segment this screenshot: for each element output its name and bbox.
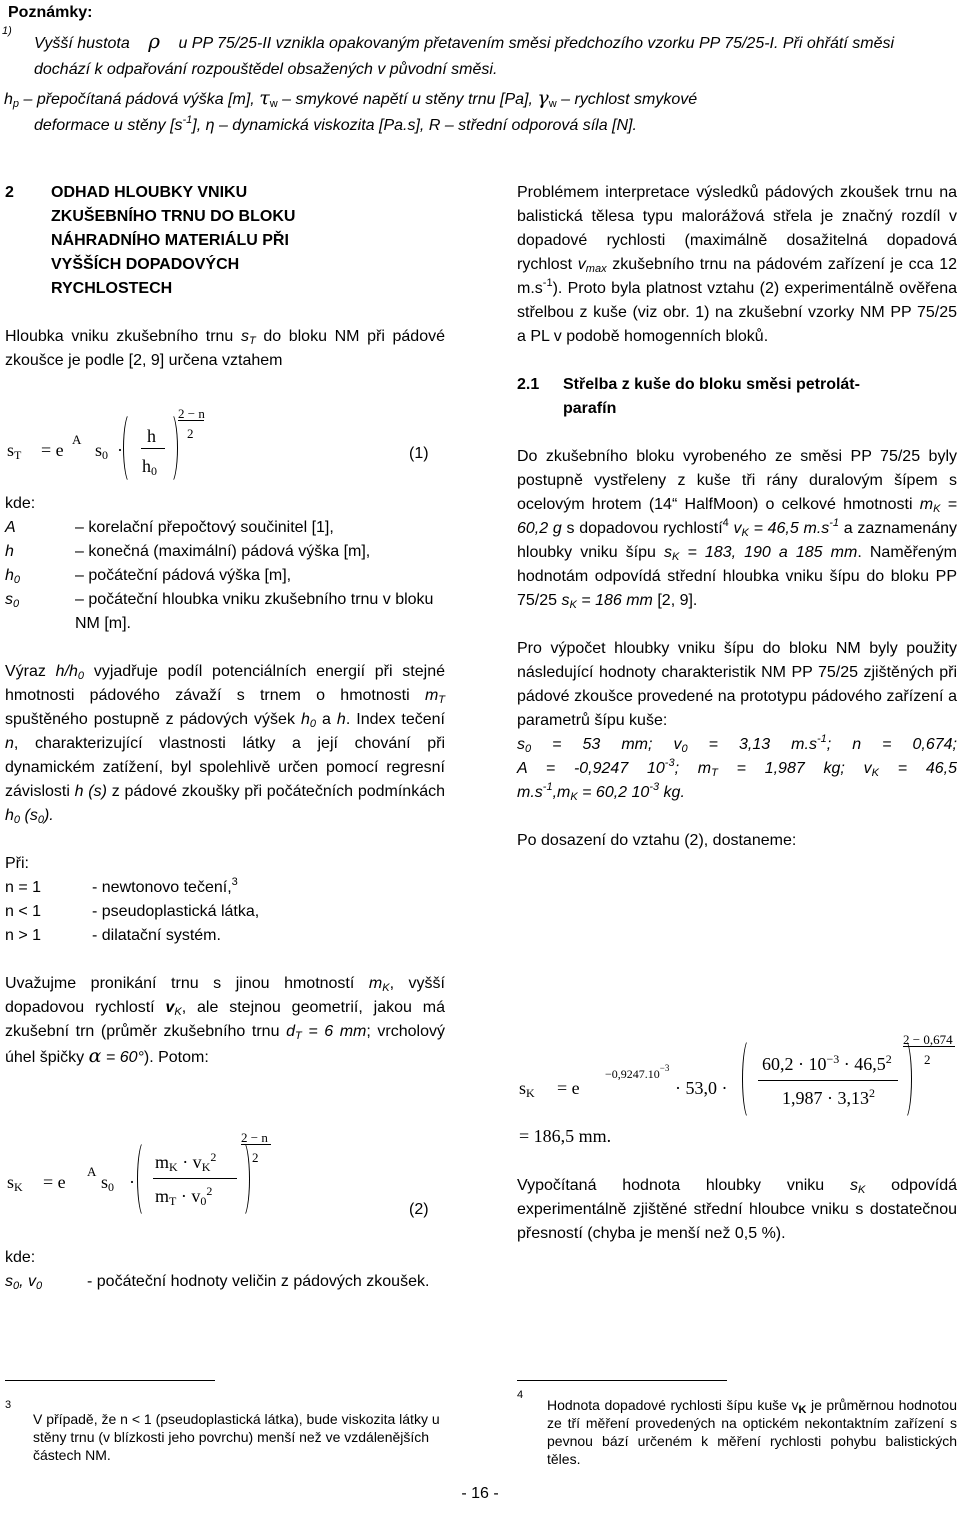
section-heading <box>5 181 445 301</box>
def-row: $h_0$ – počáteční pádová výška [m], <box>5 567 292 586</box>
def-row: $s_0$ – počáteční hloubka vniku zkušebního trnu v bloku NM [m]. <box>5 591 434 632</box>
kde-label: kde: <box>5 495 36 512</box>
notes-title: Poznámky: <box>8 4 93 21</box>
paragraph-shooting: Do zkušebního bloku vyrobeného ze směsi PP 75/25 byly postupně vystřeleny z kuše tři rány duralovým šípem s ocelovým hrotem (14“ HalfMoon) o celkové hmotnosti $m_K = 60,2$ g s dopadovou rychlostí$^4$ $v_K = 46,5$ $m.s^{-1}$ a zaznamenány hloubky vniku šípu $s_K = 183$, 190 a 185 mm. Naměřeným hodnotám odpovídá střední hloubka vniku šípu do bloku PP 75/25 $s_K = 186$ mm [2, 9]. <box>517 448 957 611</box>
case-row: n = 1 - newtonovo tečení,$^3$ <box>5 876 238 896</box>
notes-block <box>2 0 953 139</box>
gamma-symbol: γ <box>537 87 549 109</box>
paragraph-parameters: Pro výpočet hloubky vniku šípu do bloku NM byly použity následující hodnoty charakteristik NM PP 75/25 zjištěných při pádové zkoušce provedené na prototypu pádového zařízení a parametrů šípu kuše: <box>517 640 957 729</box>
paragraph-conclusion: Vypočítaná hodnota hloubky vniku $s_K$ odpovídá experimentálně zjištěné střední hloubce vniku s dostatečnou přesností (chyba je menší než 0,5 %). <box>517 1177 958 1242</box>
paragraph-intro: Hloubka vniku zkušebního trnu $s_T$ do bloku NM při pádové zkoušce je podle [2, 9] určena vztahem <box>5 328 445 369</box>
def-row: $s_0$, $v_0$ - počáteční hodnoty veličin z pádových zkoušek. <box>5 1273 430 1292</box>
note-2: $h_p$ – přepočítaná pádová výška [m], $\tau_w$ – smykové napětí u stěny trnu [Pa], $\gamma_w$ – rychlost smykové <box>4 87 698 110</box>
left-column <box>5 181 445 373</box>
page-number: - 16 - <box>461 1485 499 1502</box>
parameters-line-1: $s_0 = 53$ mm; $v_0 = 3,13$ $m.s^{-1}$; n = 0,674; <box>517 733 957 755</box>
footnote-rule-right <box>517 1380 727 1381</box>
rho-symbol: ρ <box>148 29 160 53</box>
case-row: n > 1 - dilatační systém. <box>5 927 221 944</box>
footnote-3-marker: 3 <box>5 1399 12 1411</box>
note-2-cont: deformace u stěny $[s^{-1}]$, η – dynamická viskozita [Pa.s], R – střední odporová síla [N]. <box>34 114 637 134</box>
equation-3-result: = 186,5 mm. <box>519 1126 612 1146</box>
equation-1-label: (1) <box>409 445 429 462</box>
paragraph-problem: Problémem interpretace výsledků pádových zkoušek trnu na balistická tělesa typu malorážová střela je značný rozdíl v dopadové rychlosti (maximálně dosažitelná dopadová rychlost $v_{max}$ zkušebního trnu na pádovém zařízení je cca 12 $m.s^{-1}$). Proto byla platnost vztahu (2) experimentálně ověřena střelbou z kuše (viz obr. 1) na zkušební vzorky NM PP 75/25 a PL v podobě homogenních bloků. <box>517 184 957 345</box>
tau-symbol: τ <box>259 87 270 109</box>
subsection-number: 2.1 <box>517 376 540 393</box>
right-paren <box>163 412 178 484</box>
definitions-1 <box>5 492 445 1070</box>
parameters-line-3: $m.s^{-1},m_K = 60,2$ $10^{-3}$ kg. <box>517 781 685 803</box>
footnote-4-marker: 4 <box>517 1389 524 1401</box>
subsection-title: Střelba z kuše do bloku směsi petrolát-parafín <box>563 376 860 417</box>
alpha-symbol: α <box>88 1045 102 1067</box>
equation-2: $s_K$ = e A $s_0$ · $m_K \cdot v_K^2$ $m_T \cdot v_0^2$ 2 − n 2 (2) <box>5 1126 445 1222</box>
section-title: ODHAD HLOUBKY VNIKU ZKUŠEBNÍHO TRNU DO BLOKU NÁHRADNÍHO MATERIÁLU PŘI VYŠŠÍCH DOPADOVÝCH RYCHLOSTECH <box>51 184 296 297</box>
note-1-marker: 1) <box>2 25 12 37</box>
pri-label: Při: <box>5 855 29 872</box>
paragraph-substitution: Po dosazení do vztahu (2), dostaneme: <box>517 832 797 849</box>
parameters-line-2: A = -0,9247 $10^{-3}$; $m_T = 1,987$ kg; $v_K = 46,5$ <box>517 757 957 779</box>
case-row: n < 1 - pseudoplastická látka, <box>5 903 260 920</box>
equation-3: $s_K$ = e $-0,9247.10^{-3}$ · 53,0 · $60,2 \cdot 10^{-3} \cdot 46,5^2$ $1,987 \cdot 3,13^2$ 2 − 0,674 2 = 186,5 mm. <box>517 1024 957 1154</box>
cases-list <box>5 876 445 948</box>
definitions-2: kde: $s_0$, $v_0$ - počáteční hodnoty veličin z pádových zkoušek. <box>5 1246 445 1294</box>
subsection-heading <box>517 373 957 421</box>
def-row: h – konečná (maximální) pádová výška [m], <box>5 543 371 560</box>
left-paren <box>123 412 138 484</box>
equation-2-label: (2) <box>409 1201 429 1218</box>
paragraph-ratio: Výraz $h/h_0$ vyjadřuje podíl potenciálních energií při stejné hmotnosti pádového závaží s trnem o hmotnosti $m_T$ spuštěného postupně z pádových výšek $h_0$ a h. Index tečení n, charakterizující vlastnosti látky a její chování při dynamickém zatížení, byl spolehlivě určen pomocí regresní závislosti h (s) z pádové zkoušky při počátečních podmínkách $h_0$ $(s_0)$. <box>5 663 446 826</box>
footnote-3: V případě, že n < 1 (pseudoplastická látka), bude viskozita látky u stěny trnu (v blízkosti jeho povrchu) menší než ve vzdálenějších částech NM. <box>33 1411 440 1463</box>
note-1: Vyšší hustota ρ u PP 75/25-II vznikla opakovaným přetavením směsi předchozího vzorku PP 75/25-I. Při ohřátí směsi dochází k odpařování rozpouštědel obsažených v původní směsi. <box>34 29 895 78</box>
right-column <box>517 181 957 853</box>
paragraph-penetration: Uvažujme pronikání trnu s jinou hmotností $m_K$, vyšší dopadovou rychlostí $v_K$, ale stejnou geometrií, jakou má zkušební trn (průměr zkušebního trnu $d_T = 6$ mm; vrcholový úhel špičky α = 60°). Potom: <box>5 975 446 1067</box>
paragraph-conclusion-wrap <box>517 1174 957 1246</box>
equation-1: $s_T$ = e A $s_0$ · h $h_0$ 2 − n 2 (1) <box>5 398 445 490</box>
fraction-bar <box>141 448 165 449</box>
section-number: 2 <box>5 184 14 201</box>
footnote-4: Hodnota dopadové rychlosti šípu kuše $v_K$ je průměrnou hodnotou ze tří měření provedených na optickém nekontaktním zařízení s pevnou bází určeném k měření rychlosti pohybu balistických těles. <box>547 1397 958 1467</box>
def-row: A – korelační přepočtový součinitel [1], <box>5 519 334 536</box>
footnote-rule-left <box>5 1380 215 1381</box>
